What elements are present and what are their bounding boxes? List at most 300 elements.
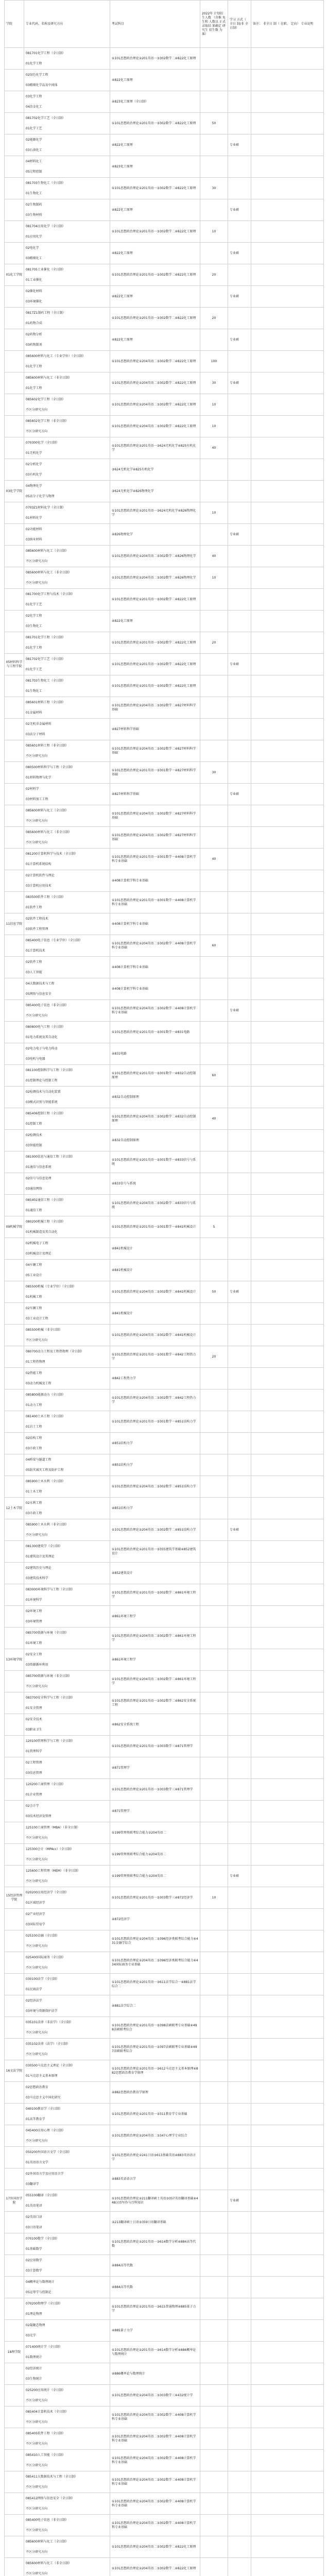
exam-cell: ①101思想政治理论②201英语一③302数学二④822化工原理 xyxy=(110,221,200,243)
college-cell xyxy=(5,1952,24,1974)
note-cell xyxy=(251,91,324,113)
type-cell: 专业硕 xyxy=(228,372,251,394)
note-cell xyxy=(251,221,324,243)
major-cell xyxy=(24,827,110,849)
major-cell xyxy=(24,892,110,913)
major-name: 02会计学 xyxy=(26,1804,39,1808)
major-name: 085406控制工程（全日制） xyxy=(26,1111,65,1115)
college-cell xyxy=(5,1822,24,1844)
table-row xyxy=(5,199,324,221)
major-name: 085900土木水利（全日制） xyxy=(26,1479,65,1483)
major-cell xyxy=(24,2298,110,2320)
type-cell xyxy=(228,2017,251,2039)
college-cell xyxy=(5,1043,24,1065)
major-name: 081701化学工程（全日制） xyxy=(26,51,65,55)
major-cell xyxy=(24,1779,110,1801)
type-cell: 专业硕 xyxy=(228,199,251,221)
major-cell xyxy=(24,1043,110,1065)
major-name: 02工程管理 xyxy=(26,1760,42,1765)
college-cell xyxy=(5,1909,24,1930)
college-cell xyxy=(5,1628,24,1649)
college-cell xyxy=(5,1173,24,1195)
major-direction: 不区分研究方向 xyxy=(26,2030,48,2035)
major-name: 02信号与信息处理 xyxy=(26,1176,51,1180)
college-cell xyxy=(5,416,24,437)
major-direction: 01理论物理 xyxy=(26,2312,42,2316)
plan-cell: 10 xyxy=(200,394,228,416)
plan-cell xyxy=(200,1584,228,1606)
type-cell xyxy=(228,2450,251,2471)
major-direction: 01通信工程 xyxy=(26,1208,42,1212)
note-cell xyxy=(251,1584,324,1606)
major-name: 025200应用统计（全日制） xyxy=(26,2388,65,2392)
note-cell xyxy=(251,849,324,870)
plan-cell xyxy=(200,2320,228,2342)
exam-cell: ①101思想政治理论②241日语③613基础英语④883英语语言学 xyxy=(110,2147,200,2168)
college-cell xyxy=(5,1584,24,1606)
major-cell xyxy=(24,481,110,502)
college-cell xyxy=(5,286,24,308)
major-name: 085400电子信息（非全日制） xyxy=(26,1003,68,1007)
note-cell xyxy=(251,2471,324,2493)
note-cell xyxy=(251,1411,324,1433)
note-cell xyxy=(251,481,324,502)
exam-cell: ①101思想政治理论②204英语二③302数学二④822化工原理 xyxy=(110,2536,200,2558)
plan-cell xyxy=(200,2342,228,2363)
table-row xyxy=(5,1433,324,1454)
type-cell xyxy=(228,2039,251,2060)
major-cell xyxy=(24,1974,110,1995)
college-cell xyxy=(5,1433,24,1454)
note-cell xyxy=(251,1476,324,1498)
table-row xyxy=(5,459,324,481)
plan-cell xyxy=(200,481,228,502)
table-row xyxy=(5,2385,324,2406)
plan-cell xyxy=(200,1736,228,1757)
major-direction: 05网络与信息安全 xyxy=(26,992,51,996)
exam-cell: ④832自动控制原理 xyxy=(110,1087,200,1108)
note-cell xyxy=(251,1930,324,1952)
exam-cell: ④822化工原理 xyxy=(110,286,200,308)
type-cell xyxy=(228,1692,251,1714)
exam-cell: ①199管理类联考综合能力②204英语二 xyxy=(110,1866,200,1887)
note-cell xyxy=(251,1195,324,1216)
table-row xyxy=(5,502,324,524)
plan-cell xyxy=(200,1930,228,1952)
major-name: 070200物理学（全日制） xyxy=(26,2301,62,2306)
note-cell xyxy=(251,156,324,178)
table-row xyxy=(5,2515,324,2536)
major-name: 02机械电子工程 xyxy=(26,1241,48,1245)
exam-cell: ①101思想政治理论②204英语二③302数学二④826物理化学 xyxy=(110,567,200,589)
college-cell xyxy=(5,48,24,70)
table-row xyxy=(5,1801,324,1822)
type-cell xyxy=(228,437,251,459)
college-cell xyxy=(5,978,24,1000)
exam-cell: ①101思想政治理论②204英语二③396经济类联考综合能力④431金融学综合 xyxy=(110,1930,200,1952)
note-cell xyxy=(251,1151,324,1173)
major-direction: 03市政工程 xyxy=(26,1511,42,1515)
note-cell xyxy=(251,1887,324,1909)
note-cell xyxy=(251,2558,324,2576)
major-name: 040100教育学（全日制） xyxy=(26,2107,62,2111)
major-name: 085800能源动力（全日制） xyxy=(26,1393,65,1397)
major-direction: 03软件工程管理 xyxy=(26,927,48,931)
note-cell xyxy=(251,2017,324,2039)
major-direction: 不区分研究方向 xyxy=(26,1836,48,1840)
major-direction: 03生物化工 xyxy=(26,624,42,628)
major-name: 04概率论与数理统计 xyxy=(26,2280,55,2284)
college-cell: 05材料科学与工程学院 xyxy=(5,654,24,675)
type-cell xyxy=(228,546,251,567)
exam-cell: ①101思想政治理论②201英语一③301数学一④827材料科学基础 xyxy=(110,762,200,784)
exam-cell: ④851结构力学 xyxy=(110,1498,200,1519)
type-cell xyxy=(228,567,251,589)
plan-cell: 10 xyxy=(200,567,228,589)
college-cell xyxy=(5,2493,24,2515)
major-cell xyxy=(24,2190,110,2212)
major-direction: 不区分研究方向 xyxy=(26,2442,48,2446)
plan-cell xyxy=(200,913,228,935)
major-direction: 03生物材料 xyxy=(26,213,42,217)
type-cell xyxy=(228,1433,251,1454)
exam-cell: ①101思想政治理论②204英语二③302数学二④833信号与系统 xyxy=(110,1195,200,1216)
college-cell xyxy=(5,199,24,221)
plan-cell xyxy=(200,459,228,481)
major-direction: 03机械设计及理论 xyxy=(26,1251,51,1256)
exam-cell: ①101思想政治理论②201英语一③302数学二④822化工原理 xyxy=(110,264,200,286)
table-row xyxy=(5,935,324,957)
plan-cell xyxy=(200,2298,228,2320)
table-row xyxy=(5,91,324,113)
note-cell xyxy=(251,459,324,481)
table-row xyxy=(5,1260,324,1281)
note-cell xyxy=(251,675,324,697)
plan-cell xyxy=(200,1260,228,1281)
plan-cell xyxy=(200,1195,228,1216)
table-row xyxy=(5,1563,324,1584)
major-name: 02车辆工程 xyxy=(26,1306,42,1310)
major-direction: 01环境科学 xyxy=(26,1598,42,1602)
plan-cell xyxy=(200,1628,228,1649)
major-cell xyxy=(24,957,110,978)
major-direction: 01生物化工 xyxy=(26,689,42,693)
note-cell xyxy=(251,632,324,654)
type-cell xyxy=(228,1952,251,1974)
header-type: 学习 方式（ 全日 制/非 全日制） xyxy=(228,1,251,48)
major-name: 071400统计学（全日制） xyxy=(26,2345,62,2349)
type-cell xyxy=(228,892,251,913)
major-cell xyxy=(24,1714,110,1736)
college-cell xyxy=(5,849,24,870)
table-row xyxy=(5,243,324,264)
major-cell xyxy=(24,2558,110,2576)
exam-cell: ①199管理类联考综合能力②204英语二 xyxy=(110,1844,200,1866)
exam-cell: ④827材料科学基础 xyxy=(110,784,200,805)
plan-cell xyxy=(200,1130,228,1151)
type-cell xyxy=(228,957,251,978)
plan-cell xyxy=(200,48,228,70)
major-direction: 03纳米材料 xyxy=(26,537,42,541)
major-name: 081704应用化学（全日制） xyxy=(26,224,65,228)
table-row xyxy=(5,1757,324,1779)
major-name: 081200计算机科学与技术（全日制） xyxy=(26,852,78,856)
table-row xyxy=(5,1000,324,1022)
plan-cell xyxy=(200,1952,228,1974)
major-direction: 不区分研究方向 xyxy=(26,1965,48,1970)
major-direction: 不区分研究方向 xyxy=(26,1013,48,1018)
major-direction: 03石油化工 xyxy=(26,148,42,152)
major-direction: 01动力工程 xyxy=(26,1403,42,1407)
major-direction: 03市政工程 xyxy=(26,1446,42,1450)
plan-cell xyxy=(200,1844,228,1866)
major-name: 02绿色化学工程 xyxy=(26,73,48,77)
major-direction: 不区分研究方向 xyxy=(26,1684,48,1688)
table-row xyxy=(5,1714,324,1736)
major-name: 081100控制科学与工程（全日制） xyxy=(26,1068,75,1072)
exam-cell: ④871管理学 xyxy=(110,1801,200,1822)
exam-cell: ④841机械设计 xyxy=(110,1238,200,1260)
plan-cell: 40 xyxy=(200,1108,228,1130)
college-cell xyxy=(5,1671,24,1692)
major-name: 085700资源与环境（全日制） xyxy=(26,1631,68,1635)
table-row xyxy=(5,589,324,611)
type-cell xyxy=(228,1389,251,1411)
college-cell xyxy=(5,1260,24,1281)
major-direction: 05高分子化学与物理 xyxy=(26,494,55,498)
major-direction: 03计算机应用技术 xyxy=(26,884,51,888)
college-cell xyxy=(5,546,24,567)
table-row xyxy=(5,1368,324,1389)
plan-cell xyxy=(200,1476,228,1498)
plan-cell: 5 xyxy=(200,1216,228,1238)
type-cell xyxy=(228,1671,251,1692)
major-cell xyxy=(24,2277,110,2298)
major-cell xyxy=(24,1563,110,1584)
exam-cell: ①101思想政治理论②204英语二③302数学二④841机械设计 xyxy=(110,1281,200,1303)
exam-cell: ①101思想政治理论②201英语一③302数学二④822化工原理 xyxy=(110,654,200,675)
table-row xyxy=(5,286,324,308)
college-cell xyxy=(5,1346,24,1368)
major-direction: 01应用化学 xyxy=(26,234,42,239)
table-row xyxy=(5,1649,324,1671)
table-row xyxy=(5,2125,324,2147)
type-cell xyxy=(228,2168,251,2190)
college-cell xyxy=(5,2471,24,2493)
plan-cell: 40 xyxy=(200,546,228,567)
plan-cell xyxy=(200,2277,228,2298)
major-name: 04材料化工 xyxy=(26,159,42,163)
exam-cell: ④883英语语言学 xyxy=(110,2168,200,2190)
college-cell xyxy=(5,1930,24,1952)
major-cell xyxy=(24,70,110,91)
college-cell: 09机械学院 xyxy=(5,1216,24,1238)
table-row xyxy=(5,2342,324,2363)
type-cell: 专业硕 xyxy=(228,1519,251,1541)
plan-cell xyxy=(200,1043,228,1065)
table-row xyxy=(5,2298,324,2320)
exam-cell: ①101思想政治理论②204英语二③302数学二④832自动控制原理 xyxy=(110,1108,200,1130)
note-cell xyxy=(251,1303,324,1325)
type-cell xyxy=(228,1714,251,1736)
major-cell xyxy=(24,2363,110,2385)
note-cell xyxy=(251,524,324,546)
table-row xyxy=(5,1866,324,1887)
major-direction: 01岩土工程 xyxy=(26,1425,42,1429)
note-cell xyxy=(251,2255,324,2277)
table-row xyxy=(5,1108,324,1130)
plan-cell xyxy=(200,1389,228,1411)
plan-cell: 20 xyxy=(200,1346,228,1368)
note-cell xyxy=(251,567,324,589)
exam-cell: ④833信号与系统 xyxy=(110,1173,200,1195)
college-cell xyxy=(5,697,24,719)
college-cell xyxy=(5,329,24,351)
college-cell xyxy=(5,1065,24,1087)
type-cell xyxy=(228,2471,251,2493)
plan-cell xyxy=(200,1411,228,1433)
college-cell xyxy=(5,2233,24,2255)
note-cell xyxy=(251,1736,324,1757)
major-name: 085601材料工程（非全日制） xyxy=(26,743,68,748)
plan-cell xyxy=(200,1022,228,1043)
major-name: 070300化学（全日制） xyxy=(26,440,59,445)
exam-cell: ④861环境工程学 xyxy=(110,1649,200,1671)
major-direction: 03生物统计 xyxy=(26,2377,42,2381)
exam-cell: ③624无机化学④826物理化学 xyxy=(110,481,200,502)
major-cell xyxy=(24,1498,110,1519)
major-name: 085600材料与化工（非全日制） xyxy=(26,570,72,574)
plan-cell xyxy=(200,2255,228,2277)
exam-cell: ①101思想政治理论②201英语一③302数学二④822化工原理 xyxy=(110,178,200,199)
note-cell xyxy=(251,70,324,91)
exam-cell: ①101思想政治理论②201英语一③301数学一④832自动控制原理 xyxy=(110,1065,200,1087)
type-cell xyxy=(228,1995,251,2017)
major-direction: 不区分研究方向 xyxy=(26,2571,48,2575)
major-cell xyxy=(24,1541,110,1563)
major-direction: 03智能控制 xyxy=(26,1143,42,1147)
table-row xyxy=(5,1216,324,1238)
college-cell xyxy=(5,134,24,156)
college-cell xyxy=(5,2558,24,2576)
major-direction: 不区分研究方向 xyxy=(26,2420,48,2424)
exam-cell: ④822化工原理 xyxy=(110,611,200,632)
note-cell xyxy=(251,1389,324,1411)
college-cell xyxy=(5,502,24,524)
major-name: 085602化学工程（全日制） xyxy=(26,397,65,401)
table-row xyxy=(5,1541,324,1563)
exam-cell: ①101思想政治理论②204英语二③302数学二④827材料科学基础 xyxy=(110,805,200,827)
note-cell xyxy=(251,2039,324,2060)
major-cell xyxy=(24,524,110,546)
college-cell xyxy=(5,611,24,632)
note-cell xyxy=(251,178,324,199)
major-cell xyxy=(24,1260,110,1281)
college-cell xyxy=(5,2320,24,2342)
exam-cell: ①101思想政治理论②201英语一③311教育学专业基础 xyxy=(110,2104,200,2125)
major-direction: 03精细化学品及中间体 xyxy=(26,83,58,87)
college-cell xyxy=(5,113,24,134)
major-direction: 不区分研究方向 xyxy=(26,2528,48,2532)
table-row xyxy=(5,2536,324,2558)
major-cell xyxy=(24,1476,110,1498)
major-direction: 01生物化工 xyxy=(26,191,42,195)
note-cell xyxy=(251,1498,324,1519)
college-cell xyxy=(5,372,24,394)
plan-cell xyxy=(200,1801,228,1822)
college-cell xyxy=(5,91,24,113)
exam-cell: ④822化工原理 xyxy=(110,70,200,91)
major-name: 083700安全科学与工程（全日制） xyxy=(26,1696,75,1700)
note-cell xyxy=(251,1757,324,1779)
exam-cell: ①101思想政治理论②204英语二③302数学二④861环境工程学 xyxy=(110,1671,200,1692)
major-name: 085600材料与化工（非全日制） xyxy=(26,2561,72,2565)
exam-cell: ①101思想政治理论②204英语二③302数学二④408计算机学科专业基础 xyxy=(110,1000,200,1022)
major-name: 02化学工程 xyxy=(26,614,42,618)
type-cell xyxy=(228,1130,251,1151)
table-row xyxy=(5,740,324,762)
major-cell xyxy=(24,2060,110,2082)
note-cell xyxy=(251,805,324,827)
major-direction: 01控制理论与控制工程 xyxy=(26,1078,58,1082)
plan-cell xyxy=(200,1671,228,1692)
major-cell xyxy=(24,243,110,264)
college-cell xyxy=(5,1714,24,1736)
college-cell xyxy=(5,2017,24,2039)
table-row xyxy=(5,978,324,1000)
type-cell: 专业硕 xyxy=(228,1281,251,1303)
table-row xyxy=(5,1281,324,1303)
major-direction: 04冶金化工 xyxy=(26,105,42,109)
type-cell xyxy=(228,1325,251,1346)
note-cell xyxy=(251,2493,324,2515)
exam-cell: ④862安全系统工程 xyxy=(110,1714,200,1736)
major-cell xyxy=(24,1930,110,1952)
major-direction: 01化学工程 xyxy=(26,386,42,390)
exam-cell: ①101思想政治理论②201英语一③302数学二④822化工原理 xyxy=(110,308,200,329)
major-direction: 不区分研究方向 xyxy=(26,2052,48,2056)
table-row xyxy=(5,2168,324,2190)
note-cell xyxy=(251,1541,324,1563)
plan-cell xyxy=(200,611,228,632)
table-row xyxy=(5,351,324,372)
major-direction: 01企业管理 xyxy=(26,1792,42,1797)
note-cell xyxy=(251,1260,324,1281)
college-cell xyxy=(5,935,24,957)
type-cell: 专业硕 xyxy=(228,2190,251,2212)
major-cell xyxy=(24,199,110,221)
major-name: 085500机械（非全日制） xyxy=(26,1328,62,1332)
table-row xyxy=(5,1692,324,1714)
note-cell xyxy=(251,1974,324,1995)
major-name: 02凝聚态物理 xyxy=(26,2323,45,2327)
major-cell xyxy=(24,849,110,870)
exam-cell: ④871管理学 xyxy=(110,1757,200,1779)
plan-cell xyxy=(200,156,228,178)
major-direction: 01区域经济学 xyxy=(26,1901,45,1905)
college-cell xyxy=(5,1692,24,1714)
major-cell xyxy=(24,437,110,459)
note-cell xyxy=(251,1563,324,1584)
type-cell xyxy=(228,1346,251,1368)
major-cell xyxy=(24,48,110,70)
major-name: 02结构工程 xyxy=(26,1436,42,1440)
major-name: 02电化学 xyxy=(26,246,39,250)
table-row xyxy=(5,416,324,437)
plan-cell xyxy=(200,1325,228,1346)
type-cell xyxy=(228,1606,251,1628)
major-direction: 03工业设计工程 xyxy=(26,1316,48,1320)
